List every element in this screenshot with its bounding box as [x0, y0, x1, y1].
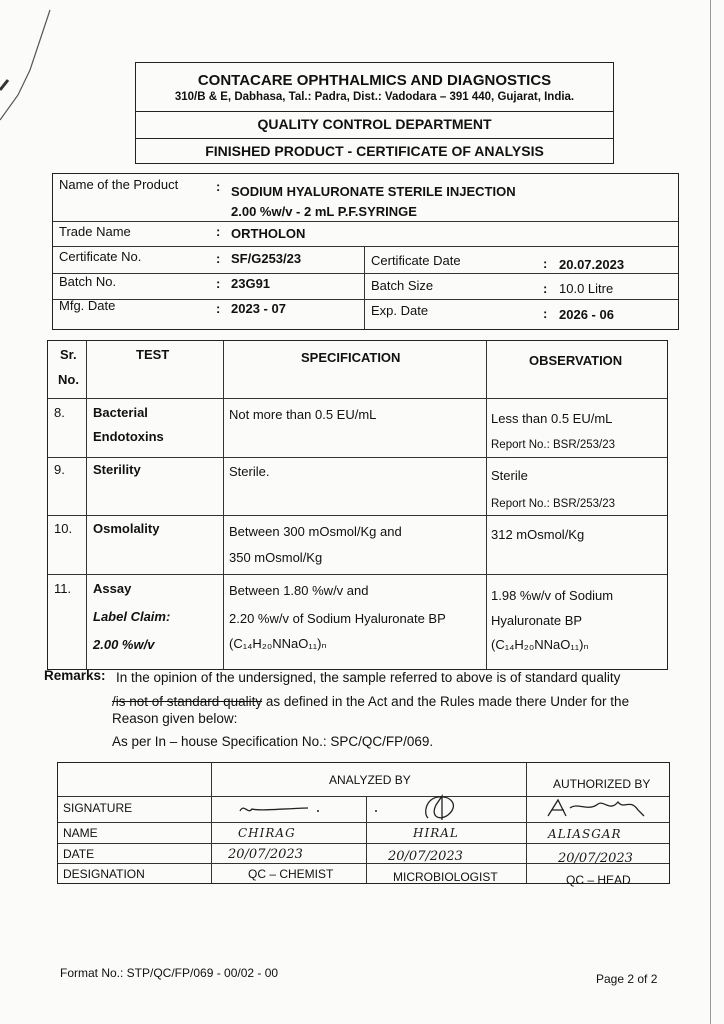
department-title: QUALITY CONTROL DEPARTMENT	[257, 116, 492, 132]
row-sr: 8.	[54, 405, 65, 420]
remarks-line3: Reason given below:	[112, 711, 238, 726]
row-obs: Sterile	[491, 468, 528, 483]
row-test: Osmolality	[93, 521, 160, 536]
header-sr: Sr.	[60, 347, 77, 362]
colon: :	[216, 276, 221, 291]
remarks-line1: In the opinion of the undersigned, the sample referred to above is of standard quality	[116, 670, 621, 685]
trade-name-label: Trade Name	[59, 224, 131, 239]
remarks-line2	[112, 694, 629, 709]
row-test-claim-value: 2.00 %w/v	[93, 637, 155, 652]
row-spec: 350 mOsmol/Kg	[229, 550, 323, 565]
batch-size-value: 10.0 Litre	[559, 281, 614, 296]
header-company-row	[136, 63, 613, 112]
remarks-strikethrough: /is not of standard quality	[112, 694, 263, 709]
product-info-table	[52, 173, 679, 330]
header-no: No.	[58, 372, 79, 387]
row-spec: Between 300 mOsmol/Kg and	[229, 524, 402, 539]
product-name-line1: SODIUM HYALURONATE STERILE INJECTION	[231, 184, 516, 199]
header-specification: SPECIFICATION	[301, 350, 401, 365]
colon: :	[543, 256, 548, 271]
microbiologist-designation: MICROBIOLOGIST	[393, 870, 498, 884]
row-spec: Sterile.	[229, 464, 270, 479]
row-sr: 10.	[54, 521, 73, 536]
certificate-date-label: Certificate Date	[371, 253, 461, 268]
row-report: Report No.: BSR/253/23	[491, 439, 616, 451]
company-name: CONTACARE OPHTHALMICS AND DIAGNOSTICS	[197, 72, 552, 89]
row-obs: 312 mOsmol/Kg	[491, 527, 585, 542]
chemist-name: CHIRAG	[238, 826, 296, 840]
microbiologist-date: 20/07/2023	[388, 849, 463, 864]
header-department-row	[136, 111, 613, 139]
company-address: 310/B & E, Dabhasa, Tal.: Padra, Dist.: Vadodara – 391 440, Gujarat, India.	[174, 91, 575, 103]
certificate-date-value: 20.07.2023	[559, 257, 625, 272]
colon: :	[543, 306, 548, 321]
exp-date-label: Exp. Date	[371, 303, 429, 318]
product-name-label: Name of the Product	[59, 177, 179, 192]
row-test: Sterility	[93, 462, 141, 477]
colon: :	[216, 301, 221, 316]
row-test: Assay	[93, 581, 132, 596]
row-spec-formula: (C₁₄H₂₀NNaO₁₁)ₙ	[229, 636, 327, 651]
row-sr: 9.	[54, 462, 65, 477]
batch-no-label: Batch No.	[59, 274, 117, 289]
document-title: FINISHED PRODUCT - CERTIFICATE OF ANALYSIS	[205, 143, 544, 159]
batch-size-label: Batch Size	[371, 278, 434, 293]
head-date: 20/07/2023	[558, 851, 633, 866]
chemist-date: 20/07/2023	[228, 847, 303, 862]
colon: :	[216, 251, 221, 266]
signature-row-label: SIGNATURE	[63, 801, 133, 815]
name-row-label: NAME	[63, 826, 98, 840]
batch-no-value: 23G91	[231, 276, 271, 291]
date-row-label: DATE	[63, 847, 95, 861]
analyzed-by-header: ANALYZED BY	[329, 773, 411, 787]
exp-date-value: 2026 - 06	[559, 307, 614, 322]
page-number: Page 2 of 2	[596, 972, 658, 986]
colon: :	[543, 281, 548, 296]
row-obs-formula: (C₁₄H₂₀NNaO₁₁)ₙ	[491, 637, 589, 652]
header-observation: OBSERVATION	[529, 353, 623, 368]
authorized-by-header: AUTHORIZED BY	[553, 777, 651, 791]
remarks-line2-rest: as defined in the Act and the Rules made there Under for the	[262, 694, 630, 709]
signature-table	[57, 762, 670, 887]
certificate-no-value: SF/G253/23	[231, 251, 302, 266]
designation-row-label: DESIGNATION	[63, 867, 145, 881]
microbiologist-name: HIRAL	[413, 826, 459, 840]
row-obs: 1.98 %w/v of Sodium	[491, 588, 614, 603]
row-obs: Hyaluronate BP	[491, 613, 583, 628]
mfg-date-value: 2023 - 07	[231, 301, 286, 316]
page-border-right	[710, 0, 711, 1024]
row-report: Report No.: BSR/253/23	[491, 498, 616, 510]
row-test-label-claim: Label Claim:	[93, 609, 171, 624]
row-obs: Less than 0.5 EU/mL	[491, 411, 613, 426]
colon: :	[216, 224, 221, 239]
chemist-designation: QC – CHEMIST	[248, 867, 334, 881]
header-title-row	[136, 138, 613, 165]
chemist-signature	[238, 799, 348, 819]
row-test: Bacterial	[93, 405, 148, 420]
scan-edge-mark	[0, 0, 60, 160]
row-test: Endotoxins	[93, 429, 164, 444]
trade-name-value: ORTHOLON	[231, 226, 306, 241]
header-test: TEST	[136, 347, 170, 362]
format-number: Format No.: STP/QC/FP/069 - 00/02 - 00	[60, 966, 279, 980]
colon: :	[216, 179, 221, 194]
head-signature	[538, 796, 658, 822]
mfg-date-label: Mfg. Date	[59, 298, 116, 313]
row-sr: 11.	[54, 581, 72, 596]
head-name: ALIASGAR	[548, 827, 622, 841]
head-designation: QC – HEAD	[566, 873, 631, 887]
microbiologist-signature	[368, 793, 498, 823]
row-spec: Not more than 0.5 EU/mL	[229, 407, 377, 422]
remarks-label: Remarks:	[44, 668, 106, 683]
product-name-line2: 2.00 %w/v - 2 mL P.F.SYRINGE	[231, 204, 417, 219]
header-box	[135, 62, 614, 164]
remarks-line4: As per In – house Specification No.: SPC/QC/FP/069.	[112, 734, 434, 749]
test-results-table	[47, 340, 668, 670]
certificate-no-label: Certificate No.	[59, 249, 142, 264]
row-spec: 2.20 %w/v of Sodium Hyaluronate BP	[229, 611, 446, 626]
row-spec: Between 1.80 %w/v and	[229, 583, 369, 598]
